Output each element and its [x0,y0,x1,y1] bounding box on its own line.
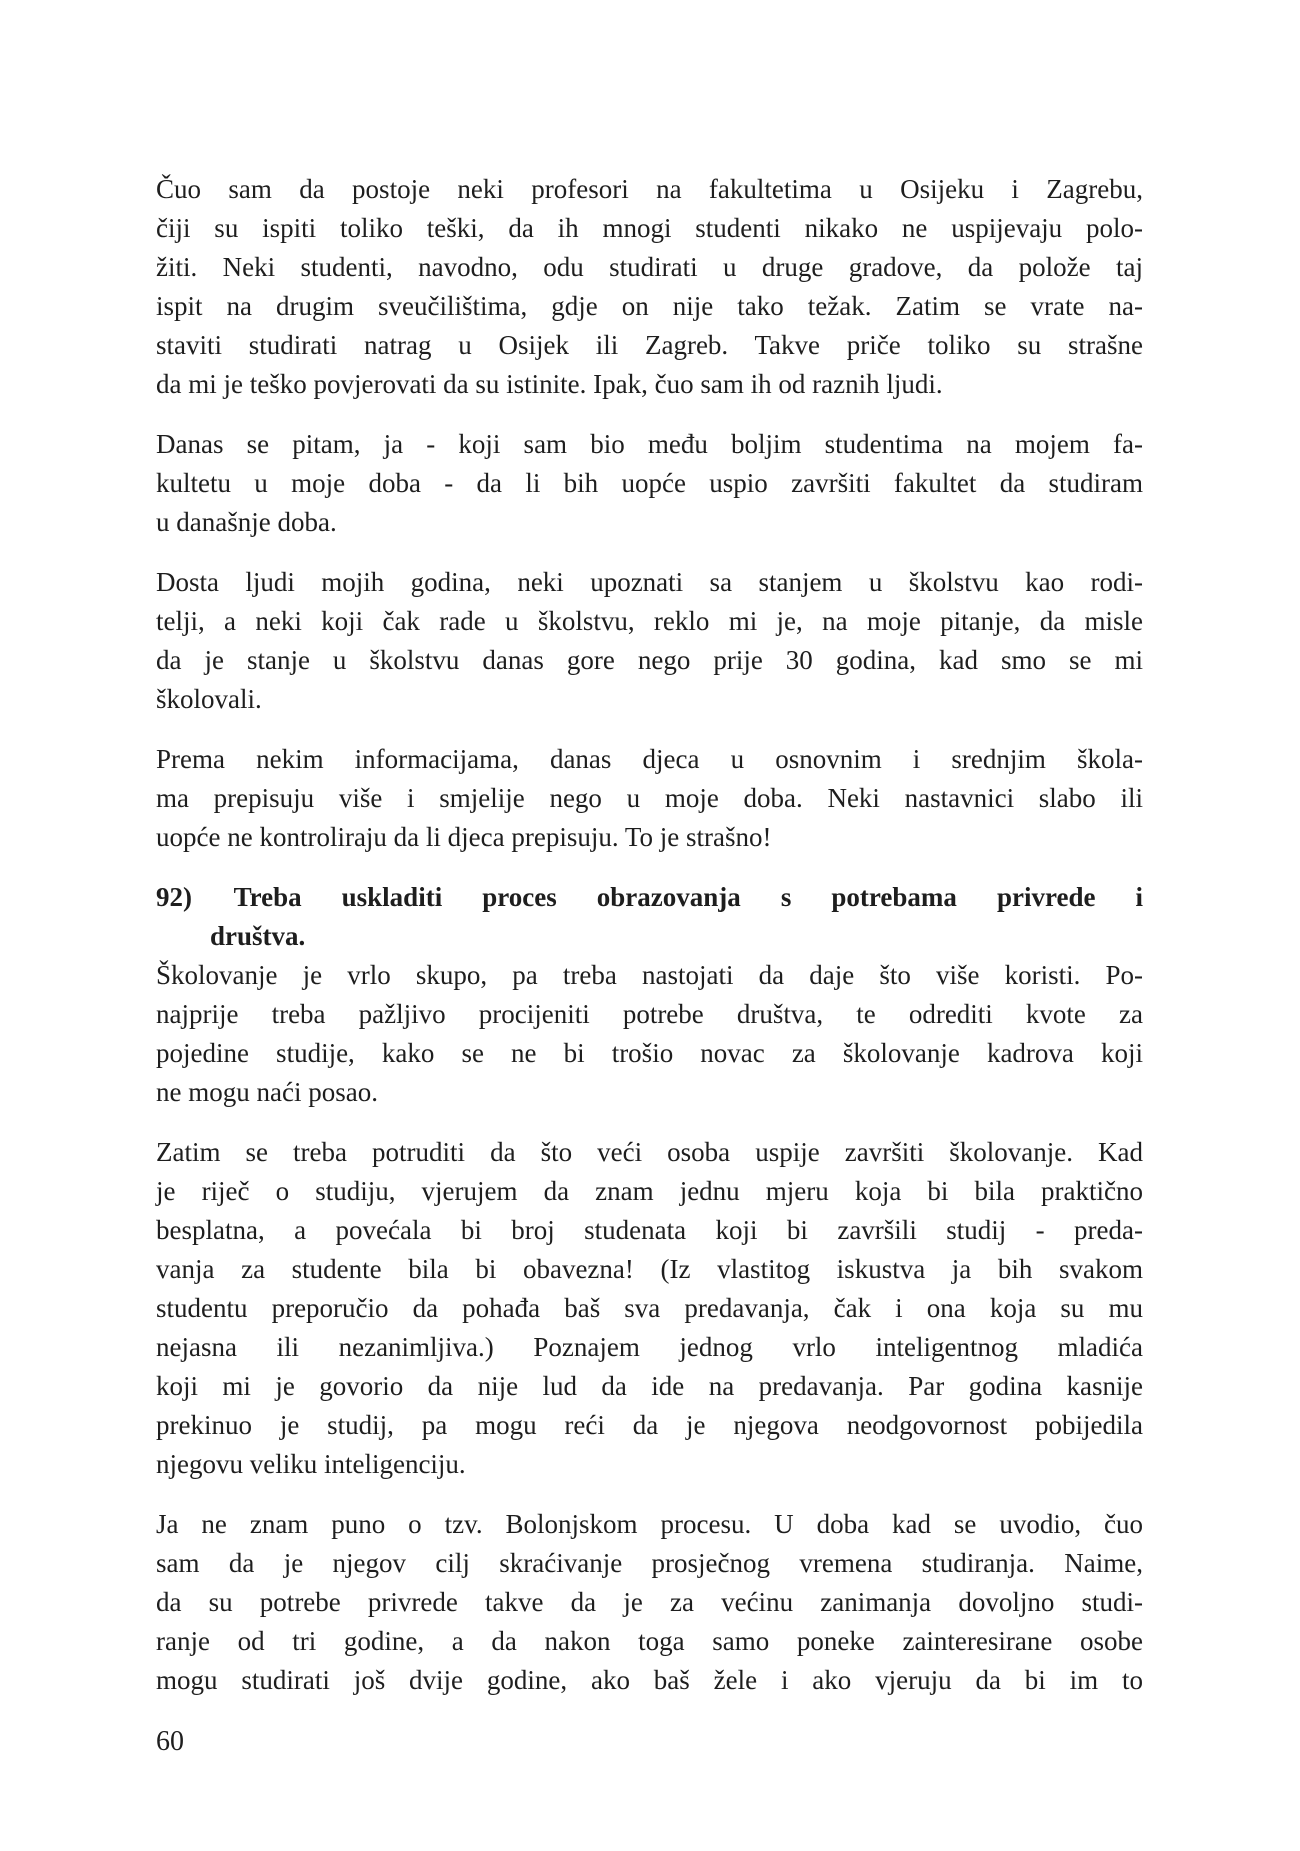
text-line: da su potrebe privrede takve da je za većinu zanimanja dovoljno studi- [156,1587,1143,1617]
text-line: sam da je njegov cilj skraćivanje prosječnog vremena studiranja. Naime, [156,1548,1143,1578]
text-line: žiti. Neki studenti, navodno, odu studirati u druge gradove, da polože taj [156,252,1143,282]
text-line: studentu preporučio da pohađa baš sva predavanja, čak i ona koja su mu [156,1293,1143,1323]
text-line: je riječ o studiju, vjerujem da znam jednu mjeru koja bi bila praktično [156,1176,1143,1206]
text-line: ma prepisuju više i smjelije nego u moje doba. Neki nastavnici slabo ili [156,783,1143,813]
text-line: ranje od tri godine, a da nakon toga samo poneke zainteresirane osobe [156,1626,1143,1656]
text-line: vanja za studente bila bi obavezna! (Iz vlastitog iskustva ja bih svakom [156,1254,1143,1284]
paragraph [156,1505,1143,1700]
paragraph [156,170,1143,404]
text-line: staviti studirati natrag u Osijek ili Zagreb. Takve priče toliko su strašne [156,330,1143,360]
page-number: 60 [156,1726,184,1757]
text-line: Prema nekim informacijama, danas djeca u osnovnim i srednjim škola- [156,744,1143,774]
paragraph [156,956,1143,1112]
text-line: ispit na drugim sveučilištima, gdje on nije tako težak. Zatim se vrate na- [156,291,1143,321]
text-line: njegovu veliku inteligenciju. [156,1449,466,1479]
text-line: telji, a neki koji čak rade u školstvu, reklo mi je, na moje pitanje, da misle [156,606,1143,636]
heading-number: 92) [156,882,192,912]
section-heading [156,878,1143,956]
text-line: u današnje doba. [156,507,337,537]
heading-text: Treba uskladiti proces obrazovanja s potrebama privrede i [233,882,1144,912]
text-line: najprije treba pažljivo procijeniti potrebe društva, te odrediti kvote za [156,999,1143,1029]
text-line: kultetu u moje doba - da li bih uopće uspio završiti fakultet da studiram [156,468,1143,498]
text-line: čiji su ispiti toliko teški, da ih mnogi studenti nikako ne uspijevaju polo- [156,213,1143,243]
paragraph [156,740,1143,857]
text-line: Ja ne znam puno o tzv. Bolonjskom procesu. U doba kad se uvodio, čuo [156,1509,1143,1539]
paragraph [156,1133,1143,1484]
text-line: besplatna, a povećala bi broj studenata koji bi završili studij - preda- [156,1215,1143,1245]
text-line: ne mogu naći posao. [156,1077,378,1107]
text-line: uopće ne kontroliraju da li djeca prepisuju. To je strašno! [156,822,772,852]
text-line: nejasna ili nezanimljiva.) Poznajem jednog vrlo inteligentnog mladića [156,1332,1143,1362]
text-line: koji mi je govorio da nije lud da ide na predavanja. Par godina kasnije [156,1371,1143,1401]
text-line: školovali. [156,684,262,714]
text-line: Danas se pitam, ja - koji sam bio među boljim studentima na mojem fa- [156,429,1143,459]
text-line: Školovanje je vrlo skupo, pa treba nastojati da daje što više koristi. Po- [156,960,1143,990]
paragraph [156,563,1143,719]
text-line: da je stanje u školstvu danas gore nego prije 30 godina, kad smo se mi [156,645,1143,675]
heading-line: društva. [210,921,306,951]
text-line: da mi je teško povjerovati da su istinite. Ipak, čuo sam ih od raznih ljudi. [156,369,943,399]
text-line: Dosta ljudi mojih godina, neki upoznati sa stanjem u školstvu kao rodi- [156,567,1143,597]
text-block [156,170,1143,1721]
heading-line [156,878,1143,917]
text-line: pojedine studije, kako se ne bi trošio novac za školovanje kadrova koji [156,1038,1143,1068]
text-line: Zatim se treba potruditi da što veći osoba uspije završiti školovanje. Kad [156,1137,1143,1167]
text-line: prekinuo je studij, pa mogu reći da je njegova neodgovornost pobijedila [156,1410,1143,1440]
text-line: Čuo sam da postoje neki profesori na fakultetima u Osijeku i Zagrebu, [156,174,1143,204]
paragraph [156,425,1143,542]
text-line: mogu studirati još dvije godine, ako baš žele i ako vjeruju da bi im to [156,1665,1143,1695]
